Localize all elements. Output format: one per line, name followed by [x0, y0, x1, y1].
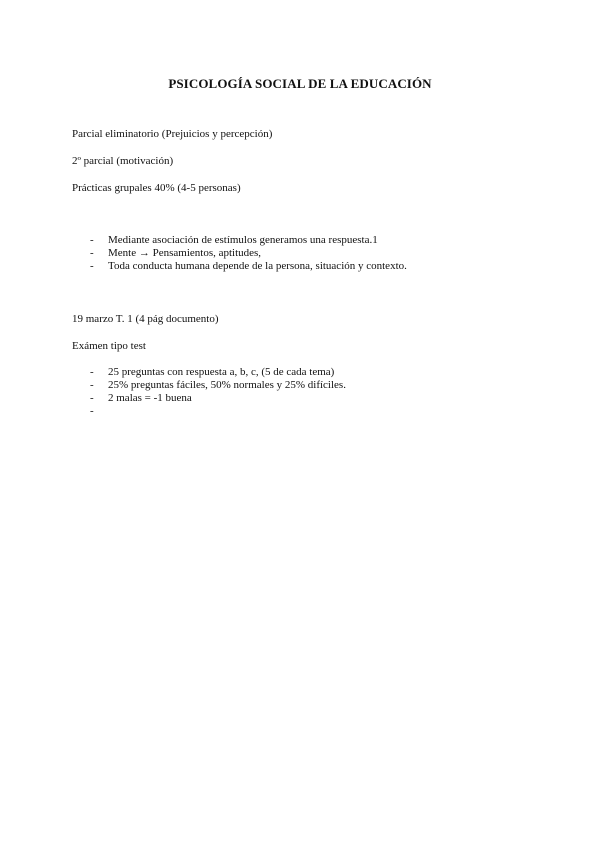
- list-item-text: 2 malas = -1 buena: [108, 392, 192, 404]
- date-line: 19 marzo T. 1 (4 pág documento): [72, 313, 219, 325]
- bullet-dash: -: [90, 260, 94, 272]
- document-title: PSICOLOGÍA SOCIAL DE LA EDUCACIÓN: [168, 76, 432, 91]
- intro-line-practicas: Prácticas grupales 40% (4-5 personas): [72, 182, 241, 194]
- list-item-text: 25% preguntas fáciles, 50% normales y 25% difíciles.: [108, 379, 346, 391]
- list-item-text: Toda conducta humana depende de la persona, situación y contexto.: [108, 260, 407, 272]
- intro-line-partial-1: Parcial eliminatorio (Prejuicios y percepción): [72, 128, 273, 140]
- bullet-dash: -: [90, 405, 94, 417]
- intro-line-partial-2: 2º parcial (motivación): [72, 155, 174, 167]
- bullet-dash: -: [90, 247, 94, 259]
- bullet-dash: -: [90, 392, 94, 404]
- bullet-dash: -: [90, 366, 94, 378]
- exam-line: Exámen tipo test: [72, 340, 146, 352]
- bullet-dash: -: [90, 234, 94, 246]
- list-item-text: Mediante asociación de estímulos generamos una respuesta.1: [108, 234, 378, 246]
- bullet-dash: -: [90, 379, 94, 391]
- list-item-text: Mente → Pensamientos, aptitudes,: [108, 247, 262, 259]
- list-item-text: 25 preguntas con respuesta a, b, c, (5 de cada tema): [108, 366, 335, 378]
